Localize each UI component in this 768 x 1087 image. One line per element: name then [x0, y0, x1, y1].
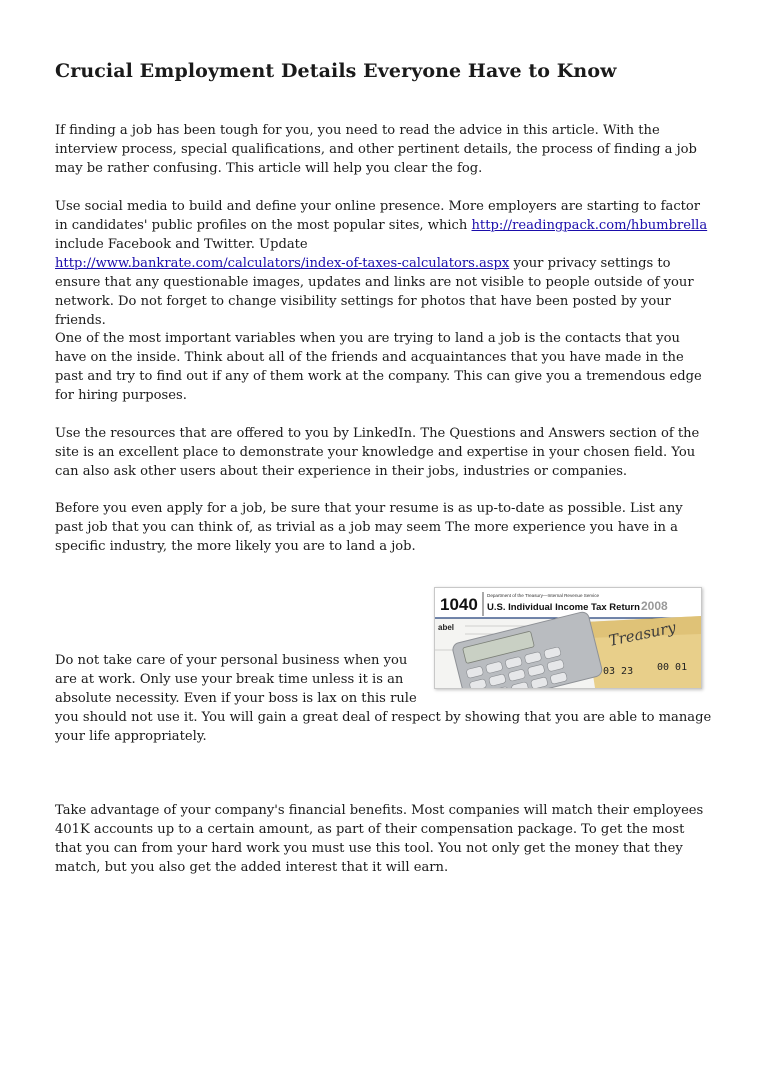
check-word: Treasury: [607, 618, 678, 650]
tax-form-illustration: [435, 588, 701, 688]
paragraph-text: Use social media to build and define your online presence. More employers are starting to factor in candidates' public profiles on the most popular sites, which: [55, 199, 701, 233]
bankrate-link[interactable]: http://www.bankrate.com/calculators/index-of-taxes-calculators.aspx: [55, 256, 510, 271]
paragraph-text: Do not take care of your personal business when you are at work. Only use your break time unless it is an absolute necessity. Even if your boss is lax on this rule you should not use it. You will gain a great deal of respect by showing that you are able to manage your life appropriately.: [55, 653, 712, 744]
form-number: 1040: [440, 595, 478, 614]
form-label-word: abel: [438, 623, 455, 632]
tax-form-image: [434, 587, 702, 689]
check-digits-right: 00 01: [657, 662, 688, 673]
paragraph-personal-business: [55, 593, 715, 746]
form-year: 2008: [641, 599, 668, 613]
paragraph-contacts: One of the most important variables when you are trying to land a job is the contacts that you have on the inside. Think about all of the friends and acquaintances that you have made in the past and try to find out if any of them work at the company. This can give you a tremendous edge for hiring purposes.: [55, 331, 702, 403]
paragraph-financial-benefits: Take advantage of your company's financial benefits. Most companies will match their employees 401K accounts up to a certain amount, as part of their compensation package. To get the most that you can from your hard work you must use this tool. You not only get the money that they match, but you also get the added interest that it will earn.: [55, 803, 704, 875]
form-title: U.S. Individual Income Tax Return: [487, 602, 640, 613]
form-dept-line: Department of the Treasury—Internal Revenue Service: [487, 593, 600, 598]
paragraph-social-media: [55, 197, 715, 330]
paragraph-linkedin: Use the resources that are offered to you by LinkedIn. The Questions and Answers section of the site is an excellent place to demonstrate your knowledge and expertise in your chosen field. You can also ask other users about their experience in their jobs, industries or companies.: [55, 426, 700, 479]
readingpack-link[interactable]: http://readingpack.com/hbumbrella: [471, 218, 708, 233]
paragraph-text: include Facebook and Twitter. Update: [55, 237, 308, 252]
paragraph-resume: Before you even apply for a job, be sure that your resume is as up-to-date as possible. List any past job that you can think of, as trivial as a job may seem The more experience you have in a specific industry, the more likely you are to land a job.: [55, 501, 683, 554]
paragraph-intro: If finding a job has been tough for you, you need to read the advice in this article. With the interview process, special qualifications, and other pertinent details, the process of finding a job may be rather confusing. This article will help you clear the fog.: [55, 123, 697, 176]
check-digits-left: 03 23: [603, 666, 634, 677]
document-title: Crucial Employment Details Everyone Have to Know: [55, 60, 617, 82]
paragraph-text: your privacy settings to ensure that any questionable images, updates and links are not visible to people outside of your network. Do not forget to change visibility settings for photos that have been posted by your friends.: [55, 256, 694, 328]
